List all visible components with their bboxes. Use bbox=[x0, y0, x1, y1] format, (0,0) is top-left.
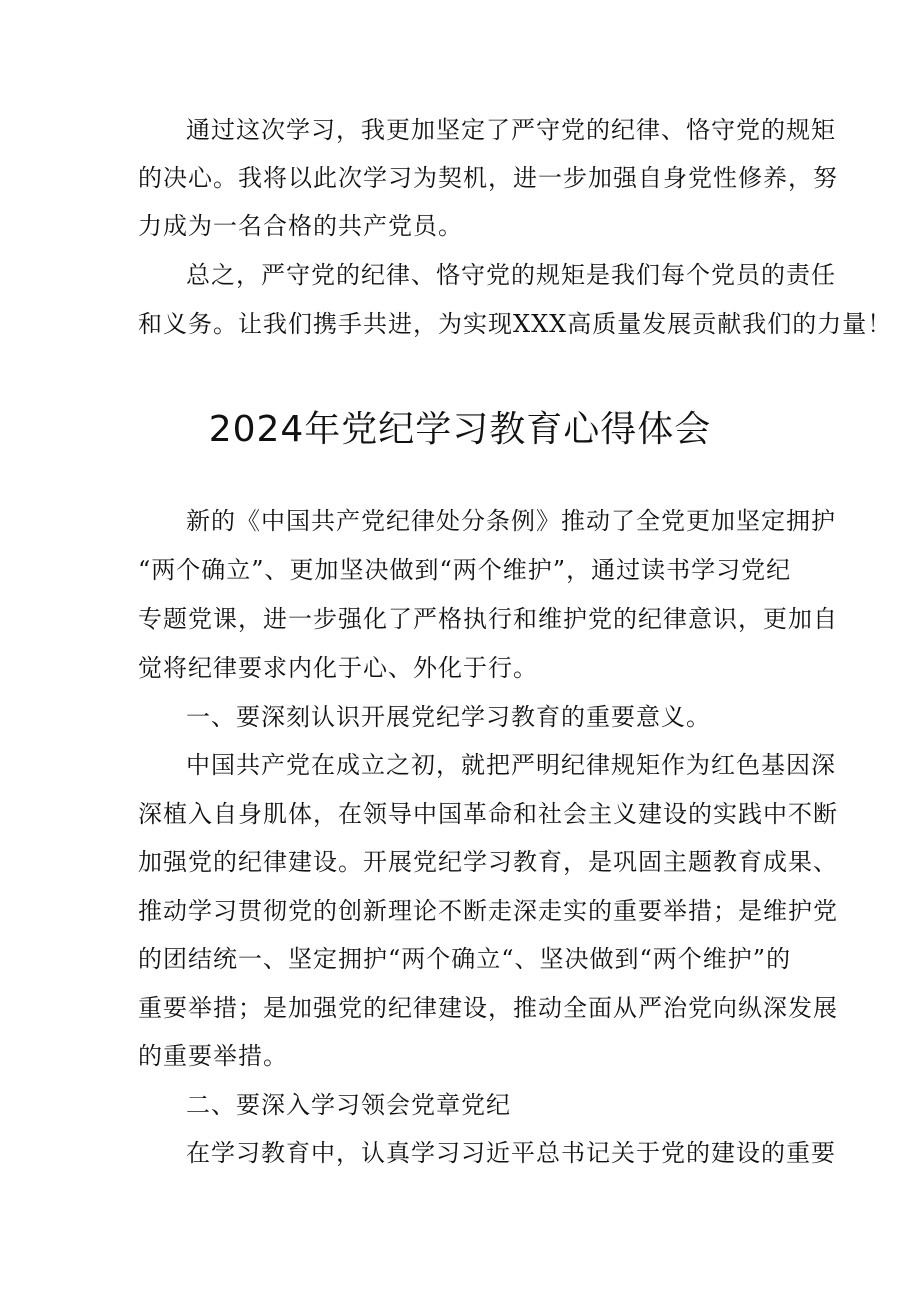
paragraph-line: 和义务。让我们携手共进，为实现XXX高质量发展贡献我们的力量！ bbox=[138, 310, 893, 338]
paragraph-line: 重要举措；是加强党的纪律建设，推动全面从严治党向纵深发展 bbox=[138, 994, 838, 1022]
paragraph-line: “两个确立”、更加坚决做到“两个维护”，通过读书学习党纪 bbox=[138, 556, 792, 584]
paragraph-line: 推动学习贯彻党的创新理论不断走深走实的重要举措；是维护党 bbox=[138, 897, 838, 925]
paragraph-line: 新的《中国共产党纪律处分条例》推动了全党更加坚定拥护 bbox=[186, 507, 836, 535]
document-title: 2024年党纪学习教育心得体会 bbox=[208, 409, 712, 450]
paragraph-line: 在学习教育中，认真学习习近平总书记关于党的建设的重要 bbox=[186, 1139, 836, 1167]
section-heading-1: 一、要深刻认识开展党纪学习教育的重要意义。 bbox=[186, 703, 711, 731]
paragraph-line: 总之，严守党的纪律、恪守党的规矩是我们每个党员的责任 bbox=[186, 261, 836, 289]
paragraph-line: 专题党课，进一步强化了严格执行和维护党的纪律意识，更加自 bbox=[138, 605, 838, 633]
paragraph-line: 的决心。我将以此次学习为契机，进一步加强自身党性修养，努 bbox=[138, 164, 838, 192]
paragraph-line: 通过这次学习，我更加坚定了严守党的纪律、恪守党的规矩 bbox=[186, 116, 836, 144]
paragraph-line: 觉将纪律要求内化于心、外化于行。 bbox=[138, 654, 538, 682]
paragraph-line: 的团结统一、坚定拥护“两个确立“、坚决做到“两个维护”的 bbox=[138, 945, 792, 973]
paragraph-line: 深植入自身肌体，在领导中国革命和社会主义建设的实践中不断 bbox=[138, 800, 838, 828]
paragraph-line: 加强党的纪律建设。开展党纪学习教育，是巩固主题教育成果、 bbox=[138, 848, 838, 876]
section-heading-2: 二、要深入学习领会党章党纪 bbox=[186, 1091, 511, 1119]
paragraph-line: 力成为一名合格的共产党员。 bbox=[138, 212, 463, 240]
paragraph-line: 中国共产党在成立之初，就把严明纪律规矩作为红色基因深 bbox=[186, 751, 836, 779]
paragraph-line: 的重要举措。 bbox=[138, 1042, 288, 1070]
